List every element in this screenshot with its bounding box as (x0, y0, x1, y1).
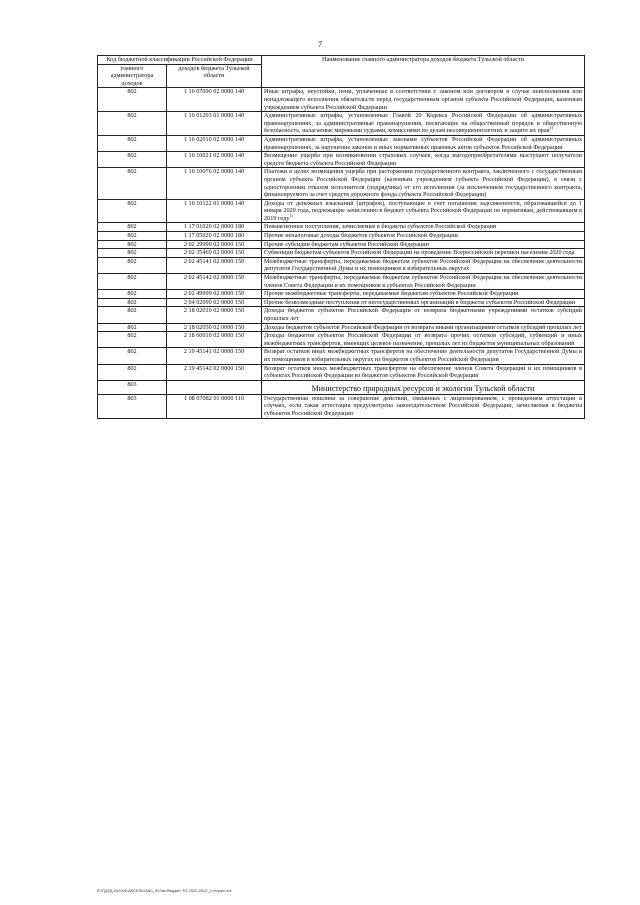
admin-code-cell: 802 (98, 249, 167, 258)
income-name-text: Прочие субсидии бюджетам субъектов Российской Федерации (264, 240, 429, 248)
income-name-text: Доходы бюджетов субъектов Российской Федерации от возврата прочих остатков субсидий, субвенций и иных межбюджетных трансфертов, имеющих целевое назначение, прошлых лет из бюджетов муниципальных образований (264, 332, 582, 347)
admin-code-cell: 802 (98, 223, 167, 232)
income-name-cell (262, 364, 585, 380)
admin-code-cell: 802 (98, 240, 167, 249)
income-code-cell: 2 18 60010 02 0000 150 (167, 332, 262, 348)
admin-code-cell: 802 (98, 232, 167, 241)
income-name-text: Административные штрафы, установленные законами субъектов Российской Федерации об административных правонарушениях, за нарушение законов и иных нормативных правовых актов субъектов Российской Федерации (264, 135, 582, 151)
income-name-cell (262, 307, 585, 323)
admin-code-cell: 802 (98, 152, 167, 168)
header-name-column: Наименование главного администратора доходов бюджета Тульской области (262, 56, 585, 88)
table-row (98, 323, 585, 332)
table-row (98, 307, 585, 323)
budget-classification-table (97, 55, 585, 419)
income-name-text: Прочие межбюджетные трансферты, передаваемые бюджетам субъектов Российской Федерации (264, 290, 519, 298)
admin-code-cell: 802 (98, 168, 167, 199)
table-row (98, 232, 585, 241)
income-name-text: Межбюджетные трансферты, передаваемые бюджетам субъектов Российской Федерации на обеспечение деятельности депутатов Государственной Думы и их помощников в избирательных округах (264, 257, 582, 273)
footnote-marker: 1) (289, 212, 293, 218)
admin-code-cell: 802 (98, 274, 167, 290)
table-row (98, 274, 585, 290)
admin-code-cell: 803 (98, 394, 167, 418)
income-code-cell: 1 16 07090 02 0000 140 (167, 88, 262, 112)
admin-code-cell: 802 (98, 112, 167, 136)
income-name-text: Возврат остатков иных межбюджетных трансфертов на обеспечение членов Совета Федерации и их помощников в субъектах Российской Федерации из бюджетов субъектов Российской Федерации (264, 364, 582, 380)
income-code-cell: 2 04 02099 02 0000 150 (167, 298, 262, 307)
income-code-cell: 2 02 29999 02 0000 150 (167, 240, 262, 249)
income-name-text: Доходы бюджетов субъектов Российской Федерации от возврата иными организациями остатков субсидий прошлых лет (264, 323, 582, 331)
page-number: 7 (318, 40, 322, 49)
footer-file-path: D:\ГД\ГД-2020\Ф-АКСЕЛЬ\ЗАС_Ф\Зак бюджет ТО 2020-2022_1 п\прил.xls (97, 888, 232, 893)
income-name-text: Доходы от денежных взысканий (штрафов), поступающие в счет погашения задолженности, образовавшейся до 1 января 2020 года, подлежащие зачислению в бюджет субъекта Российской Федерации по нормативам, действовавшим в 2019 году (264, 199, 582, 222)
income-code-cell (167, 380, 262, 394)
admin-code-cell: 802 (98, 199, 167, 223)
admin-code-cell: 802 (98, 298, 167, 307)
income-name-text: Административные штрафы, установленные Главой 20 Кодекса Российской Федерации об административных правонарушениях, за административные правонарушения, посягающие на общественный порядок и общественную безопасность, налагаемые мировыми судьями, комиссиями по делам несовершеннолетних и защите их прав (264, 112, 582, 135)
income-name-cell (262, 152, 585, 168)
income-name-text: Возврат остатков иных межбюджетных трансфертов на обеспечение деятельности депутатов Государственной Думы и их помощников в избирательных округах из бюджетов субъектов Российской Федерации (264, 348, 582, 363)
table-row (98, 135, 585, 151)
income-name-cell (262, 274, 585, 290)
table-row (98, 152, 585, 168)
table-row (98, 223, 585, 232)
income-code-cell: 2 19 45141 02 0000 150 (167, 348, 262, 364)
income-code-cell: 1 17 05020 02 0000 180 (167, 232, 262, 241)
admin-code-cell: 803 (98, 380, 167, 394)
admin-code-cell: 802 (98, 323, 167, 332)
income-code-cell: 2 02 45141 02 0000 150 (167, 257, 262, 273)
admin-code-cell: 802 (98, 88, 167, 112)
income-name-cell (262, 298, 585, 307)
income-name-text: Субвенции бюджетам субъектов Российской Федерации на проведение Всероссийской переписи населения 2020 года (264, 249, 575, 257)
table-row (98, 240, 585, 249)
income-name-cell (262, 348, 585, 364)
income-code-cell: 1 08 07082 01 0000 110 (167, 394, 262, 418)
admin-code-cell: 802 (98, 135, 167, 151)
income-code-cell: 2 19 45142 02 0000 150 (167, 364, 262, 380)
table-row (98, 249, 585, 258)
header-income-column: доходов бюджета Тульской области (167, 64, 262, 88)
income-code-cell: 1 16 02010 02 0000 140 (167, 135, 262, 151)
income-name-cell (262, 240, 585, 249)
table-row (98, 112, 585, 136)
header-code-group: Код бюджетной классификации Российской Федерации (98, 56, 262, 65)
income-name-cell (262, 199, 585, 223)
income-code-cell: 2 02 45142 02 0000 150 (167, 274, 262, 290)
income-code-cell: 1 16 10076 02 0000 140 (167, 168, 262, 199)
admin-code-cell: 802 (98, 332, 167, 348)
income-name-cell (262, 232, 585, 241)
income-code-cell: 2 18 02030 02 0000 150 (167, 323, 262, 332)
admin-code-cell: 802 (98, 364, 167, 380)
income-name-cell (262, 88, 585, 112)
footnote-marker: 1) (549, 125, 553, 131)
table-row (98, 298, 585, 307)
income-name-text: Министерство природных ресурсов и экологии Тульской области (311, 383, 535, 393)
table-row (98, 348, 585, 364)
admin-code-cell: 802 (98, 257, 167, 273)
admin-code-cell: 802 (98, 348, 167, 364)
income-name-text: Невыясненные поступления, зачисляемые в бюджеты субъектов Российской Федерации (264, 223, 497, 231)
income-name-text: Прочие неналоговые доходы бюджетов субъектов Российской Федерации (264, 232, 458, 240)
table-row (98, 364, 585, 380)
table-row (98, 88, 585, 112)
income-code-cell: 1 16 01203 01 0000 140 (167, 112, 262, 136)
income-name-text: Межбюджетные трансферты, передаваемые бюджетам субъектов Российской Федерации на обеспечение деятельности членов Совета Федерации и их помощников в субъектах Российской Федерации (264, 274, 582, 289)
income-name-text: Платежи в целях возмещения ущерба при расторжении государственного контракта, заключенного с государственным органом субъекта Российской Федерации (казенным учреждением субъекта Российской Федерации), в связи с односторонним отказом исполнителя (подрядчика) от его исполнения (за исключением государственного контракта, финансируемого за счет средств дорожного фонда субъекта Российской Федерации) (264, 168, 582, 199)
income-name-cell (262, 249, 585, 258)
income-name-text: Доходы бюджетов субъектов Российской Федерации от возврата бюджетными учреждениями остатков субсидий прошлых лет (264, 307, 582, 322)
income-code-cell: 2 18 02010 02 0000 150 (167, 307, 262, 323)
income-code-cell: 1 17 01020 02 0000 180 (167, 223, 262, 232)
income-name-cell (262, 394, 585, 418)
income-name-cell (262, 168, 585, 199)
income-name-cell (262, 290, 585, 299)
income-name-cell (262, 257, 585, 273)
table-row (98, 199, 585, 223)
income-name-text: Иные штрафы, неустойки, пени, уплаченные в соответствии с законом или договором в случае неисполнения или ненадлежащего исполнения обязательств перед государственным органом субъекта Российской Федерации, казенным учреждением субъекта Российской Федерации (264, 88, 582, 111)
income-code-cell: 1 16 10021 02 0000 140 (167, 152, 262, 168)
income-name-text: Возмещение ущерба при возникновении страховых случаев, когда выгодоприобретателями выступают получатели средств бюджета субъекта Российской Федерации (264, 152, 582, 167)
income-name-cell (262, 112, 585, 136)
header-admin-column: главного администратора доходов (98, 64, 167, 88)
table-row (98, 290, 585, 299)
table-row (98, 394, 585, 418)
department-row (98, 380, 585, 394)
income-code-cell: 2 02 35469 02 0000 150 (167, 249, 262, 258)
table-row (98, 168, 585, 199)
admin-code-cell: 802 (98, 290, 167, 299)
table-row (98, 332, 585, 348)
income-name-cell (262, 223, 585, 232)
income-name-text: Государственная пошлина за совершение действий, связанных с лицензированием, с проведением аттестации в случаях, если такая аттестация предусмотрена законодательством Российской Федерации, зачисляемая в бюджеты субъектов Российской Федерации (264, 394, 582, 417)
table-row (98, 257, 585, 273)
income-name-text: Прочие безвозмездные поступления от негосударственных организаций в бюджеты субъектов Российской Федерации (264, 298, 576, 306)
income-name-cell (262, 332, 585, 348)
admin-code-cell: 802 (98, 307, 167, 323)
income-name-cell (262, 323, 585, 332)
income-code-cell: 2 02 49999 02 0000 150 (167, 290, 262, 299)
income-name-cell (262, 135, 585, 151)
income-code-cell: 1 16 10122 01 0000 140 (167, 199, 262, 223)
income-name-cell (262, 380, 585, 394)
